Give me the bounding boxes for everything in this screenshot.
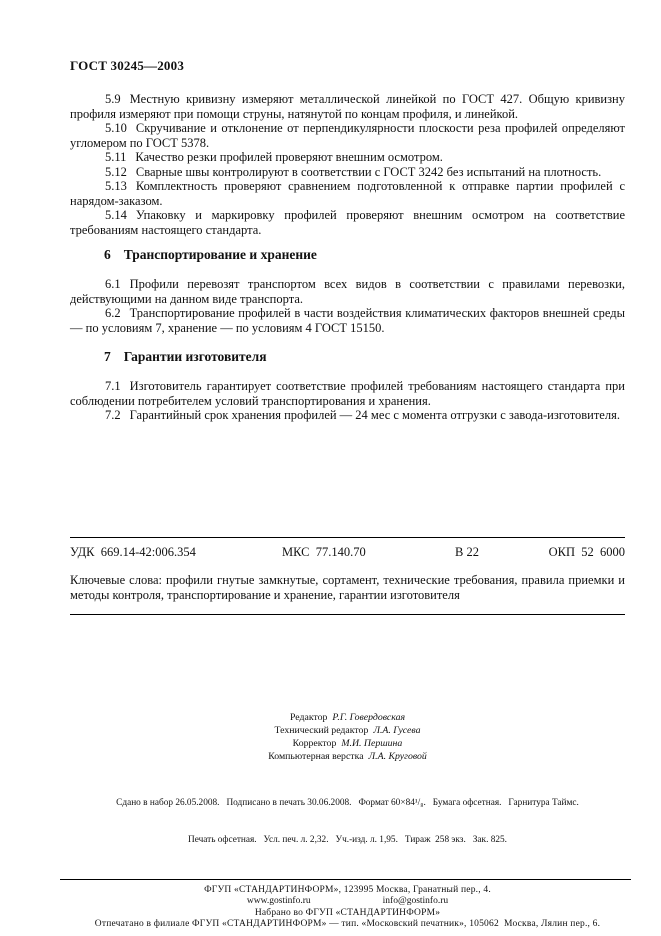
clause-number: 7.2 [105,408,121,422]
credit-technical-editor [70,724,625,737]
clause-7-2 [70,408,625,423]
separator-rule-publisher [60,879,631,880]
publisher-printed: Отпечатано в филиале ФГУП «СТАНДАРТИНФОРМ» — тип. «Московский печатник», 105062 Москва, Лялин пер., 6. [94,919,601,929]
separator-rule-keywords [70,614,625,615]
clause-text: Профили перевозят транспортом всех видов в соответствии с правилами перевозки, действующими на данном виде транспорта. [70,277,625,306]
publisher-web-row [70,896,625,908]
credit-layout [70,750,625,763]
clause-number: 6.2 [105,306,121,320]
okp-code: ОКП 52 6000 [548,544,625,559]
clause-5-10 [70,121,625,150]
clause-number: 6.1 [105,277,121,291]
publisher-email: info@gostinfo.ru [382,896,449,906]
clause-number: 5.13 [105,179,127,193]
section-5-clauses [70,92,625,237]
clause-text: Транспортирование профилей в части воздействия климатических факторов внешней среды — по условиям 7, хранение — по условиям 4 ГОСТ 15150. [70,306,625,335]
standard-number-header: ГОСТ 30245—2003 [70,58,185,73]
imprint-block [70,772,625,872]
clause-5-12 [70,165,625,180]
section-number: 7 [104,349,111,364]
credit-name: Р.Г. Говердовская [332,711,406,723]
imprint-line-2: Печать офсетная. Усл. печ. л. 2,32. Уч.-изд. л. 1,95. Тираж 258 экз. Зак. 825. [187,835,507,845]
imprint-line-1: Сдано в набор 26.05.2008. Подписано в печать 30.06.2008. Формат 60×84¹/₈. Бумага офсетная. Гарнитура Таймс. [116,797,579,808]
clause-number: 7.1 [105,379,121,393]
section-7-heading [70,348,625,366]
udk-code: УДК 669.14-42:006.354 [70,544,196,559]
publisher-block [70,885,625,931]
clause-number: 5.9 [105,92,121,106]
credit-role: Компьютерная верстка [268,750,364,762]
credit-name: Л.А. Круговой [368,750,427,762]
clause-5-13 [70,179,625,208]
mks-code: МКС 77.140.70 [282,544,366,559]
section-6-clauses [70,277,625,335]
clause-6-1 [70,277,625,306]
credit-role: Редактор [289,711,328,723]
colophon [70,711,625,931]
credit-proofreader [70,737,625,750]
credit-role: Корректор [292,737,337,749]
clause-text: Изготовитель гарантирует соответствие профилей требованиям настоящего стандарта при соблюдении потребителем условий транспортирования и хранения. [70,379,625,408]
section-6-heading [70,246,625,264]
clause-text: Сварные швы контролируют в соответствии с ГОСТ 3242 без испытаний на плотность. [135,164,602,179]
clause-text: Местную кривизну измеряют металлической линейкой по ГОСТ 427. Общую кривизну профиля измеряют при помощи струны, натянутой по концам профиля, и линейкой. [70,92,625,121]
clause-number: 5.12 [105,164,127,179]
separator-rule-top [70,537,625,538]
section-7-clauses [70,379,625,423]
clause-text: Качество резки профилей проверяют внешним осмотром. [135,150,443,164]
publisher-typeset: Набрано во ФГУП «СТАНДАРТИНФОРМ» [254,907,441,918]
clause-text: Комплектность проверяют сравнением подготовленной к отправке партии профилей с нарядом-заказом. [70,179,625,208]
clause-text: Гарантийный срок хранения профилей — 24 мес с момента отгрузки с завода-изготовителя. [129,408,620,422]
classification-row [70,545,625,560]
publisher-address: ФГУП «СТАНДАРТИНФОРМ», 123995 Москва, Гранатный пер., 4. [204,884,491,895]
keywords-paragraph: Ключевые слова: профили гнутые замкнутые, сортамент, технические требования, правила приемки и методы контроля, транспортирование и хранение, гарантии изготовителя [70,572,625,602]
clause-number: 5.11 [105,150,127,164]
clause-number: 5.14 [105,208,127,222]
clause-5-9 [70,92,625,121]
section-number: 6 [104,247,111,262]
section-title: Гарантии изготовителя [123,349,267,364]
class-code: В 22 [455,544,479,559]
clause-text: Упаковку и маркировку профилей проверяют внешним осмотром на соответствие требованиям настоящего стандарта. [70,208,625,237]
credit-role: Технический редактор [274,724,369,736]
clause-5-11 [70,150,625,165]
publisher-website: www.gostinfo.ru [246,896,311,906]
clause-7-1 [70,379,625,408]
section-title: Транспортирование и хранение [123,247,317,262]
credit-name: М.И. Першина [341,737,403,749]
credit-editor [70,711,625,724]
clause-text: Скручивание и отклонение от перпендикулярности плоскости реза профилей определяют угломером по ГОСТ 5378. [70,121,625,150]
clause-5-14 [70,208,625,237]
credit-name: Л.А. Гусева [373,724,421,736]
clause-6-2 [70,306,625,335]
clause-number: 5.10 [105,121,127,135]
